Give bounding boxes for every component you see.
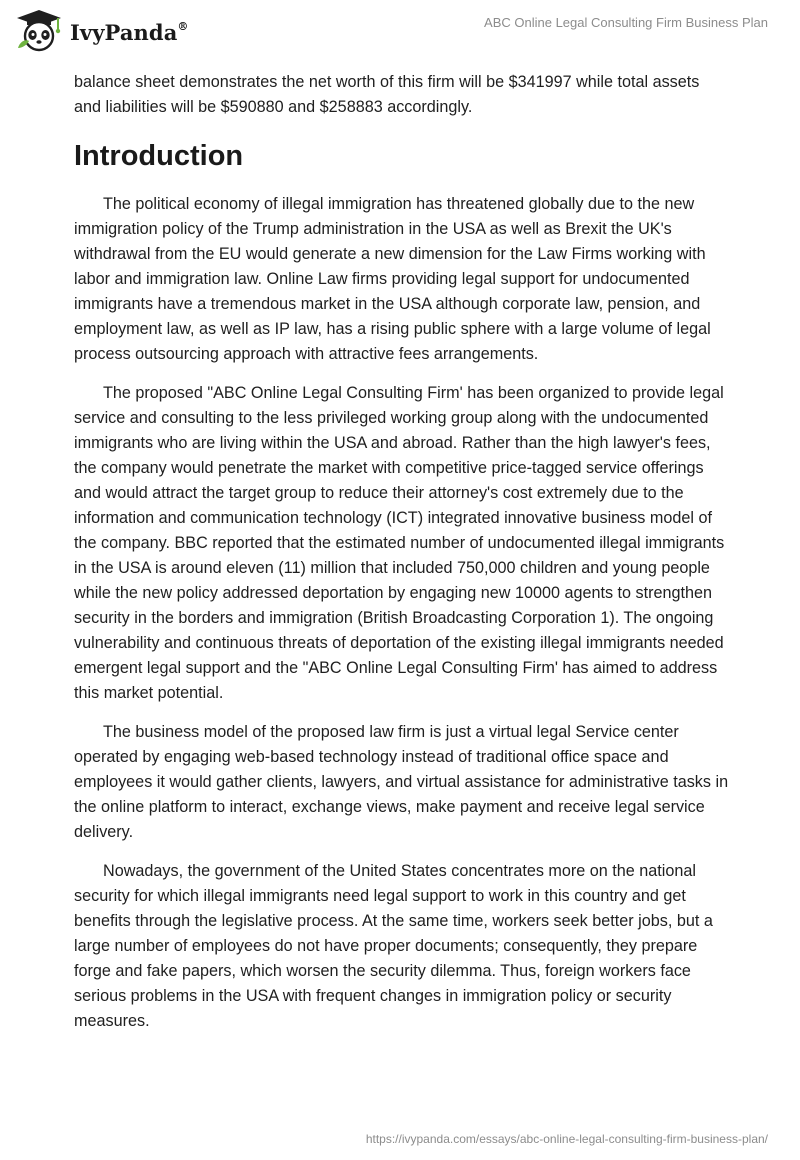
body-paragraph: The political economy of illegal immigration has threatened globally due to the new immigration policy of the Trump administration in the USA as well as Brexit the UK's withdrawal from the EU would generate a new dimension for the Law Firms working with labor and immigration law. Online Law firms providing legal support for undocumented immigrants have a tremendous market in the USA although corporate law, pension, and employment law, as well as IP law, has a rising public sphere with a large volume of legal process outsourcing approach with attractive fees arrangements. [74,195,711,363]
section-heading-introduction: Introduction [74,140,244,172]
intro-paragraph-tail: balance sheet demonstrates the net worth of this firm will be $341997 while total assets and liabilities will be $590880 and $258883 accordingly. [74,73,700,116]
ivypanda-logo[interactable] [14,8,189,52]
document-title: ABC Online Legal Consulting Firm Business Plan [484,15,768,30]
brand-name: IvyPanda® [70,19,189,45]
body-paragraph: Nowadays, the government of the United States concentrates more on the national security for which illegal immigrants need legal support to work in this country and get benefits through the legislative process. At the same time, workers seek better jobs, but a large number of employees do not have proper documents; consequently, they prepare forge and fake papers, which worsen the security dilemma. Thus, foreign workers face serious problems in the USA with frequent changes in immigration policy or security measures. [74,862,713,1030]
body-paragraph: The business model of the proposed law firm is just a virtual legal Service center operated by engaging web-based technology instead of traditional office space and employees it would gather clients, lawyers, and virtual assistance for administrative tasks in the online platform to interact, exchange views, make payment and receive legal service delivery. [74,723,729,841]
page-header [0,0,800,70]
source-url-link[interactable]: https://ivypanda.com/essays/abc-online-legal-consulting-firm-business-plan/ [365,1132,768,1146]
body-paragraph: The proposed "ABC Online Legal Consulting Firm' has been organized to provide legal service and consulting to the less privileged working group along with the undocumented immigrants who are living within the USA and abroad. Rather than the high lawyer's fees, the company would penetrate the market with competitive price-tagged service offerings and would attract the target group to reduce their attorney's cost extremely due to the information and communication technology (ICT) integrated innovative business model of the company. BBC reported that the estimated number of undocumented illegal immigrants in the USA is around eleven (11) million that included 750,000 children and young people while the new policy addressed deportation by engaging new 10000 agents to strengthen security in the borders and immigration (British Broadcasting Corporation 1). The ongoing vulnerability and continuous threats of deportation of the existing illegal immigrants needed emergent legal support and the "ABC Online Legal Consulting Firm' has aimed to address this market potential. [74,384,725,702]
article-body [74,70,729,1048]
panda-logo-icon [14,8,64,52]
